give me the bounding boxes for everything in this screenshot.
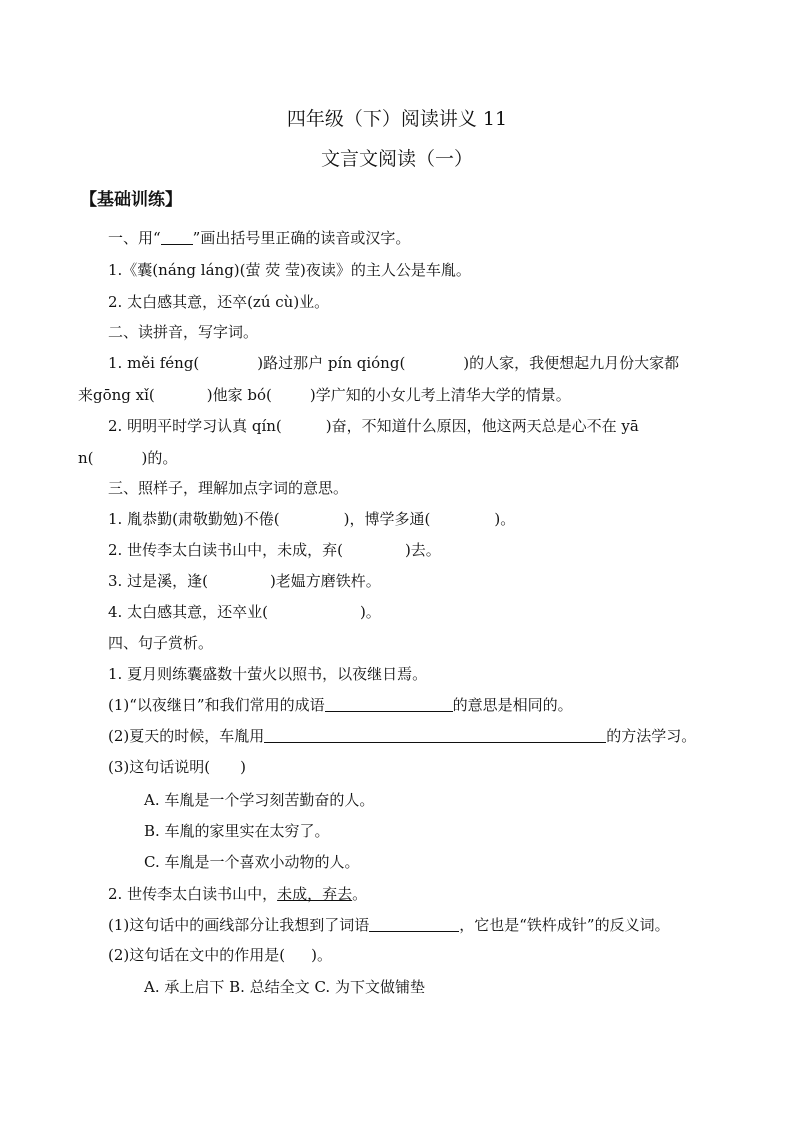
q4-sentence-1: 1. 夏月则练囊盛数十萤火以照书，以夜继日焉。 <box>108 665 428 683</box>
page-title: 四年级（下）阅读讲义 11 <box>286 108 508 130</box>
answer-blank[interactable] <box>369 915 459 932</box>
q4-text: 2. 世传李太白读书山中， <box>108 885 278 903</box>
q4-text: )。 <box>311 946 332 964</box>
answer-blank[interactable] <box>264 726 606 743</box>
q2-text: 来gōng xǐ( <box>78 386 155 404</box>
q2-text: )他家 bó( <box>206 386 272 404</box>
underline-sample <box>161 228 193 245</box>
q4-s1-question-3 <box>108 757 246 777</box>
q1-heading-pre: 一、用“ <box>108 229 161 247</box>
q2-line-2 <box>78 385 571 405</box>
q3-text: )，博学多通( <box>343 510 431 528</box>
q3-line-1 <box>108 509 515 529</box>
q3-text: )。 <box>359 603 381 621</box>
q4-text: 的方法学习。 <box>606 727 697 745</box>
q2-text: )奋，不知道什么原因，他这两天总是心不在 yā <box>325 417 639 435</box>
q4-s1-question-1 <box>108 695 573 715</box>
q4-s2-question-2 <box>108 945 332 965</box>
section-heading: 【基础训练】 <box>80 190 182 210</box>
q2-heading: 二、读拼音，写字词。 <box>108 323 259 341</box>
q3-text: 3. 过是溪，逢( <box>108 572 208 590</box>
q3-line-3 <box>108 571 381 591</box>
q4-sentence-2 <box>108 884 367 904</box>
q4-text: ) <box>240 758 246 776</box>
underlined-phrase: 未成，弃去 <box>277 885 353 903</box>
q2-line-3 <box>108 416 639 436</box>
q3-line-4 <box>108 602 381 622</box>
q3-heading: 三、照样子，理解加点字词的意思。 <box>108 479 349 497</box>
q1-item-1: 1.《囊(náng láng)(萤 荧 莹)夜读》的主人公是车胤。 <box>108 261 471 279</box>
q4-heading: 四、句子赏析。 <box>108 634 214 652</box>
q4-s2-question-1 <box>108 915 670 935</box>
q2-line-1 <box>108 353 679 373</box>
q2-text: 2. 明明平时学习认真 qín( <box>108 417 282 435</box>
answer-blank[interactable] <box>325 695 453 712</box>
q3-line-2 <box>108 540 441 560</box>
q3-text: )。 <box>494 510 516 528</box>
q4-text: (2)这句话在文中的作用是( <box>108 946 286 964</box>
q2-text: )的人家，我便想起九月份大家都 <box>463 354 680 372</box>
q4-text: (2)夏天的时候，车胤用 <box>108 727 265 745</box>
page-subtitle: 文言文阅读（一） <box>320 148 473 170</box>
q1-heading <box>108 228 410 248</box>
option-a: A. 车胤是一个学习刻苦勤奋的人。 <box>144 791 375 809</box>
answer-choices: A. 承上启下 B. 总结全文 C. 为下文做铺垫 <box>144 978 425 996</box>
q3-text: 1. 胤恭勤(肃敬勤勉)不倦( <box>108 510 280 528</box>
q2-text: 1. měi féng( <box>108 354 200 372</box>
q2-text: )路过那户 pín qióng( <box>257 354 406 372</box>
option-b: B. 车胤的家里实在太穷了。 <box>144 822 330 840</box>
q1-item-2: 2. 太白感其意，还卒(zú cù)业。 <box>108 293 330 311</box>
q2-text: )学广知的小女儿考上清华大学的情景。 <box>309 386 571 404</box>
q4-text: 。 <box>352 885 368 903</box>
q2-text: n( <box>78 449 94 467</box>
q3-text: )老媪方磨铁杵。 <box>269 572 381 590</box>
q2-text: )的。 <box>141 449 178 467</box>
q3-text: 2. 世传李太白读书山中，未成，弃( <box>108 541 343 559</box>
q4-text: ，它也是“铁杵成针”的反义词。 <box>459 916 670 934</box>
q4-text: (1)“以夜继日”和我们常用的成语 <box>108 696 325 714</box>
q4-s1-question-2 <box>108 726 696 746</box>
q2-line-4 <box>78 448 177 468</box>
option-c: C. 车胤是一个喜欢小动物的人。 <box>144 853 360 871</box>
q1-heading-post: ”画出括号里正确的读音或汉字。 <box>192 229 411 247</box>
q4-text: 的意思是相同的。 <box>452 696 573 714</box>
q3-text: 4. 太白感其意，还卒业( <box>108 603 268 621</box>
q3-text: )去。 <box>404 541 441 559</box>
q4-text: (1)这句话中的画线部分让我想到了词语 <box>108 916 370 934</box>
q4-text: (3)这句话说明( <box>108 758 211 776</box>
